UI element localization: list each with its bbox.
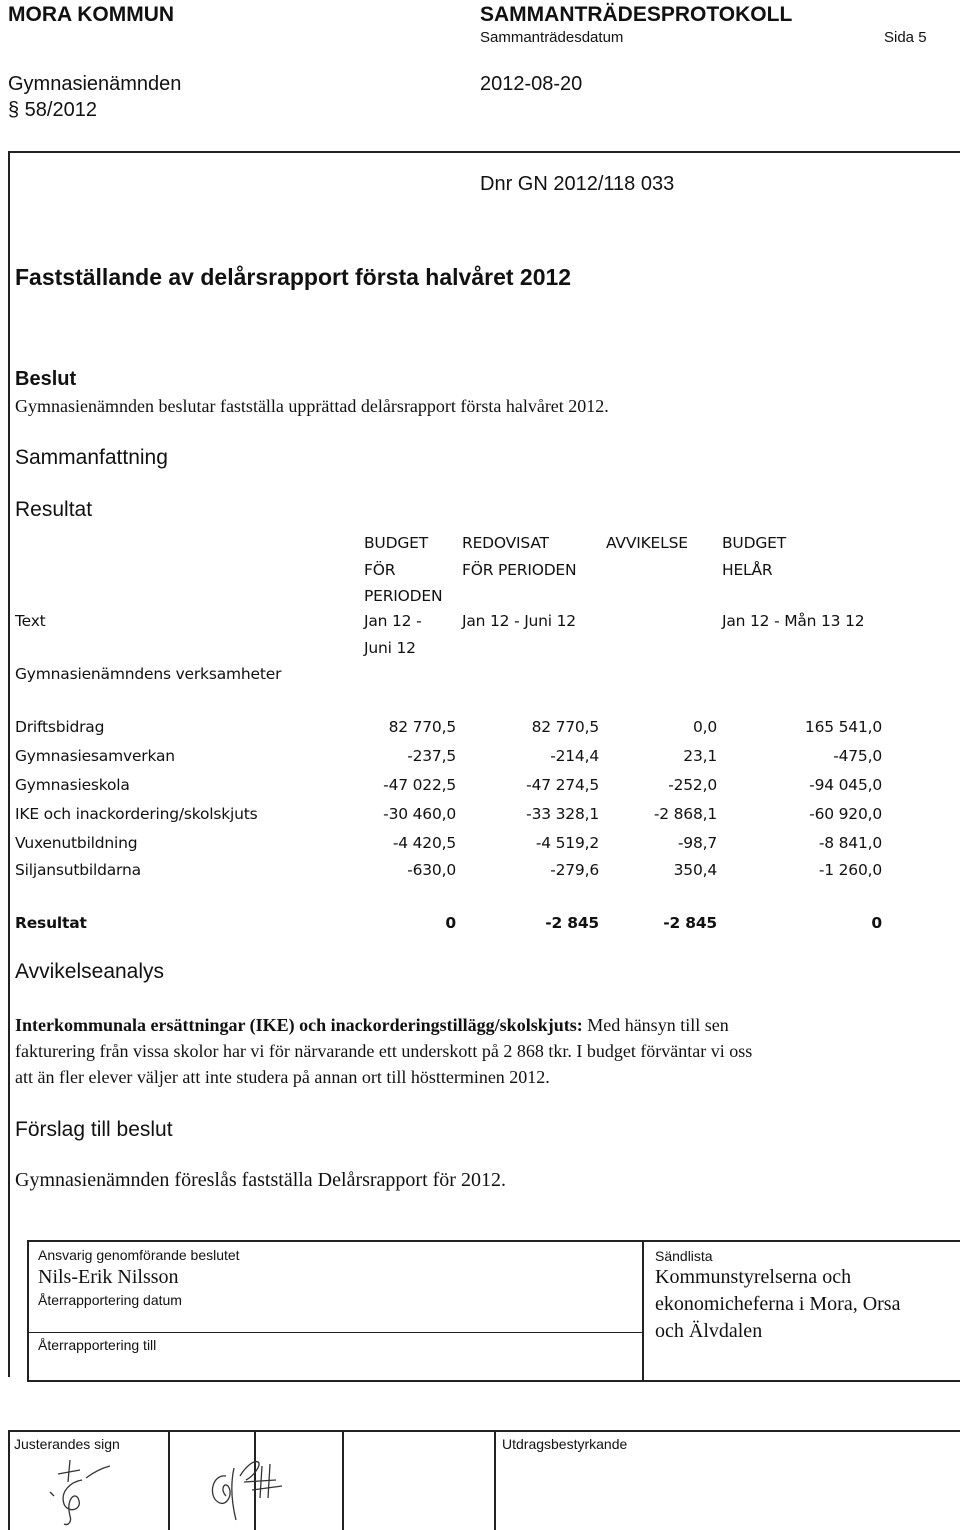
row-value-budget-helar: -60 920,0 [809, 805, 882, 823]
signature-2-icon [196, 1446, 296, 1526]
row-value-budget-period: 82 770,5 [388, 718, 456, 736]
avvikelse-lead: Interkommunala ersättningar (IKE) och inackorderingstillägg/skolskjuts: [15, 1015, 583, 1035]
row-value-redovisat: -4 519,2 [535, 834, 599, 852]
aterrapportering-datum-label: Återrapportering datum [38, 1292, 182, 1308]
row-value-avvikelse: 0,0 [692, 718, 717, 736]
col-redovisat-range: Jan 12 - Juni 12 [462, 612, 576, 630]
row-label: Gymnasiesamverkan [15, 747, 175, 765]
date-label: Sammanträdesdatum [480, 29, 624, 46]
row-value-budget-period: -30 460,0 [383, 805, 456, 823]
row-value-redovisat: -33 328,1 [526, 805, 599, 823]
committee-name: Gymnasienämnden [8, 73, 182, 95]
sandlista-line3: och Älvdalen [655, 1320, 763, 1342]
row-label: Siljansutbildarna [15, 861, 141, 879]
sandlista-line1: Kommunstyrelserna och [655, 1266, 852, 1288]
utdragsbestyrkande-label: Utdragsbestyrkande [502, 1436, 628, 1452]
sandlista-line2: ekonomicheferna i Mora, Orsa [655, 1293, 901, 1315]
row-value-budget-period: -47 022,5 [383, 776, 456, 794]
ansvarig-label: Ansvarig genomförande beslutet [38, 1247, 240, 1263]
col-budget-helar-line1: BUDGET [722, 534, 786, 552]
page-title: Fastställande av delårsrapport första halvåret 2012 [15, 264, 572, 290]
row-value-budget-helar: -475,0 [833, 747, 882, 765]
total-value-avvikelse: -2 845 [663, 914, 717, 932]
avvikelse-line2: fakturering från vissa skolor har vi för närvarande ett underskott på 2 868 tkr. I budget förväntar vi oss [15, 1041, 753, 1061]
beslut-heading: Beslut [15, 368, 77, 390]
row-value-redovisat: -47 274,5 [526, 776, 599, 794]
footer-divider-1 [168, 1430, 170, 1530]
col-budget-period-range1: Jan 12 - [364, 612, 422, 630]
unit-label: Gymnasienämndens verksamheter [15, 665, 282, 683]
col-avvikelse-line1: AVVIKELSE [606, 534, 688, 552]
box-divider [642, 1240, 644, 1382]
total-value-budget-helar: 0 [871, 914, 882, 932]
total-label: Resultat [15, 914, 87, 932]
row-value-avvikelse: 23,1 [683, 747, 717, 765]
row-value-avvikelse: 350,4 [673, 861, 717, 879]
forslag-heading: Förslag till beslut [15, 1118, 173, 1141]
sandlista-label: Sändlista [655, 1248, 713, 1264]
signature-1-icon [30, 1452, 140, 1527]
forslag-text: Gymnasienämnden föreslås fastställa Delårsrapport för 2012. [15, 1169, 506, 1191]
resultat-heading: Resultat [15, 498, 93, 521]
row-value-redovisat: -279,6 [550, 861, 599, 879]
avvikelse-line1 [15, 1015, 729, 1036]
footer-divider-4 [494, 1430, 496, 1530]
row-value-budget-helar: -1 260,0 [818, 861, 882, 879]
avvikelse-line3: att än fler elever väljer att inte studera på annan ort till höstterminen 2012. [15, 1067, 550, 1087]
row-value-redovisat: 82 770,5 [531, 718, 599, 736]
col-budget-helar-line2: HELÅR [722, 561, 773, 579]
paragraph-number: § 58/2012 [8, 99, 97, 121]
col-budget-period-line3: PERIODEN [364, 587, 443, 605]
row-label: Vuxenutbildning [15, 834, 138, 852]
footer-divider-3 [342, 1430, 344, 1530]
footer-left-rule [8, 1430, 10, 1530]
sammanfattning-heading: Sammanfattning [15, 446, 168, 469]
left-margin-rule [8, 151, 10, 1377]
meeting-date: 2012-08-20 [480, 73, 583, 95]
row-value-budget-helar: -94 045,0 [809, 776, 882, 794]
box-row-rule [29, 1332, 642, 1333]
aterrapportering-till-label: Återrapportering till [38, 1337, 157, 1353]
row-value-budget-helar: -8 841,0 [818, 834, 882, 852]
beslut-text: Gymnasienämnden beslutar fastställa upprättad delårsrapport första halvåret 2012. [15, 396, 609, 416]
row-value-avvikelse: -252,0 [668, 776, 717, 794]
org-name: MORA KOMMUN [8, 3, 175, 26]
total-value-redovisat: -2 845 [545, 914, 599, 932]
text-column-label: Text [15, 612, 46, 630]
col-budget-period-line1: BUDGET [364, 534, 428, 552]
doc-type: SAMMANTRÄDESPROTOKOLL [480, 3, 793, 26]
row-value-budget-period: -630,0 [407, 861, 456, 879]
row-value-redovisat: -214,4 [550, 747, 599, 765]
page-number: Sida 5 [884, 29, 927, 46]
row-label: IKE och inackordering/skolskjuts [15, 805, 258, 823]
justerandes-sign-label: Justerandes sign [14, 1436, 120, 1452]
col-budget-period-range2: Juni 12 [364, 639, 416, 657]
row-label: Gymnasieskola [15, 776, 130, 794]
avvikelse-line1-rest: Med hänsyn till sen [582, 1015, 729, 1035]
avvikelse-heading: Avvikelseanalys [15, 960, 165, 983]
footer-top-rule [8, 1430, 960, 1432]
col-budget-period-line2: FÖR [364, 561, 396, 579]
header-rule [8, 151, 960, 153]
col-redovisat-line1: REDOVISAT [462, 534, 549, 552]
ansvarig-name: Nils-Erik Nilsson [38, 1266, 179, 1288]
total-value-budget-period: 0 [445, 914, 456, 932]
col-redovisat-line2: FÖR PERIODEN [462, 561, 577, 579]
row-value-budget-period: -237,5 [407, 747, 456, 765]
row-value-avvikelse: -2 868,1 [653, 805, 717, 823]
row-value-budget-helar: 165 541,0 [804, 718, 882, 736]
col-budget-helar-range: Jan 12 - Mån 13 12 [722, 612, 865, 630]
row-value-budget-period: -4 420,5 [392, 834, 456, 852]
diary-number: Dnr GN 2012/118 033 [480, 173, 675, 195]
row-label: Driftsbidrag [15, 718, 105, 736]
row-value-avvikelse: -98,7 [677, 834, 717, 852]
